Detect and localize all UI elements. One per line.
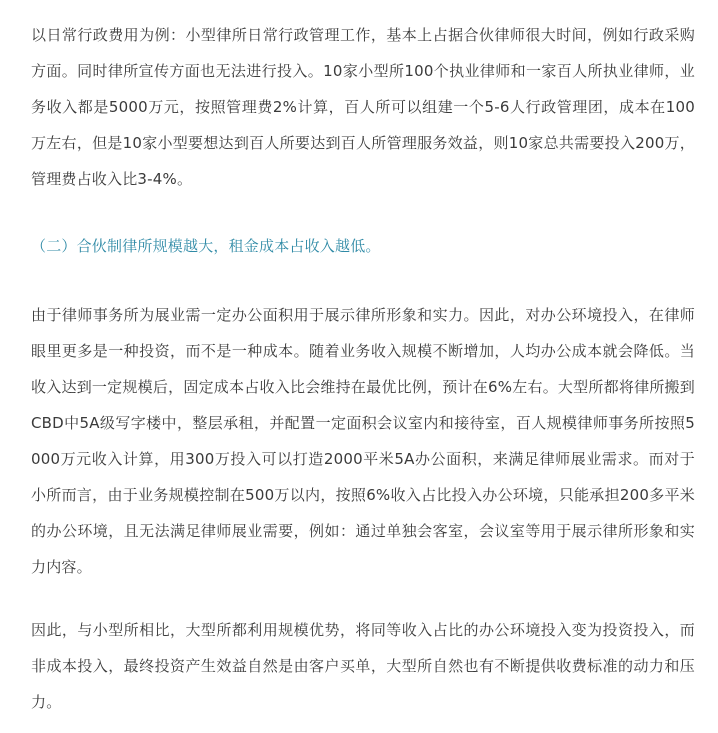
section-heading: （二）合伙制律所规模越大，租金成本占收入越低。 — [31, 237, 381, 255]
paragraph-office-rent: 由于律师事务所为展业需一定办公面积用于展示律所形象和实力。因此，对办公环境投入，在律师眼里更多是一种投资，而不是一种成本。随着业务收入规模不断增加，人均办公成本就会降低。当收入达到一定规模后，固定成本占收入比会维持在最优比例，预计在6%左右。大型所都将律所搬到CBD中5A级写字楼中，整层承租，并配置一定面积会议室内和接待室，百人规模律师事务所按照5000万元收入计算，用300万投入可以打造2000平米5A办公面积，来满足律师展业需求。而对于小所而言，由于业务规模控制在500万以内，按照6%收入占比投入办公环境，只能承担200多平米的办公环境，且无法满足律师展业需要，例如：通过单独会客室，会议室等用于展示律所形象和实力内容。 — [31, 306, 695, 576]
paragraph-admin-costs: 以日常行政费用为例：小型律所日常行政管理工作，基本上占据合伙律师很大时间，例如行政采购方面。同时律所宣传方面也无法进行投入。10家小型所100个执业律师和一家百人所执业律师，业务收入都是5000万元，按照管理费2%计算，百人所可以组建一个5-6人行政管理团，成本在100万左右，但是10家小型要想达到百人所要达到百人所管理服务效益，则10家总共需要投入200万，管理费占收入比3-4%。 — [31, 26, 695, 188]
paragraph-conclusion: 因此，与小型所相比，大型所都利用规模优势，将同等收入占比的办公环境投入变为投资投入，而非成本投入，最终投资产生效益自然是由客户买单，大型所自然也有不断提供收费标准的动力和压力。 — [31, 621, 695, 711]
